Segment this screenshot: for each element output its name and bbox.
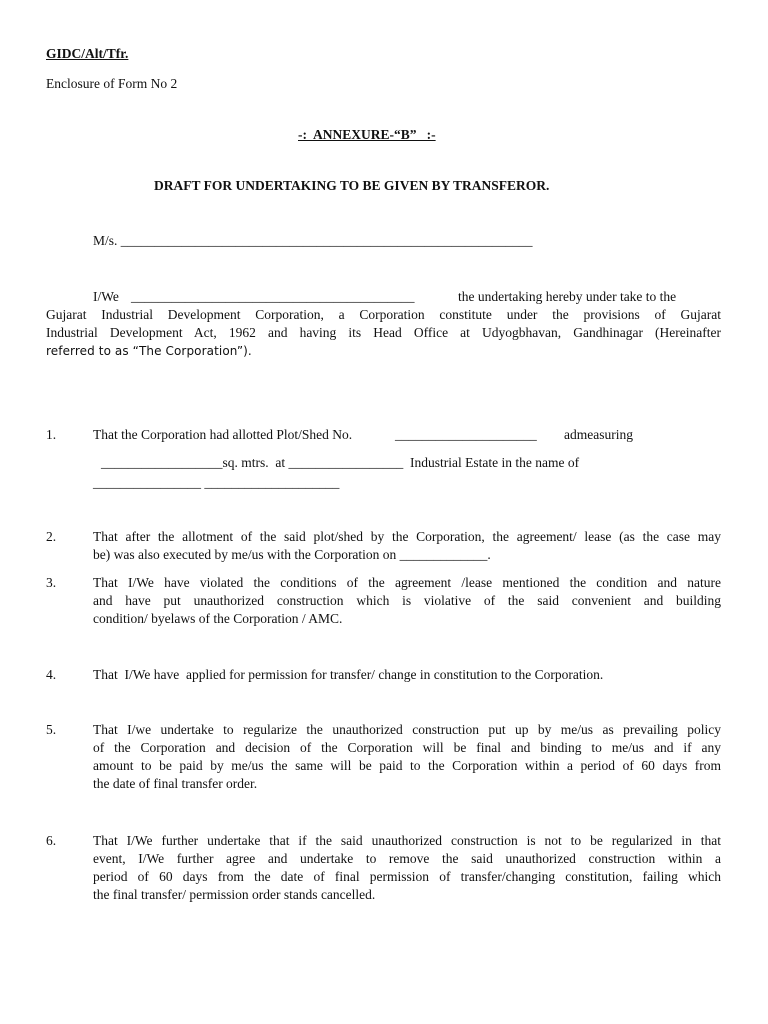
document-heading: DRAFT FOR UNDERTAKING TO BE GIVEN BY TRANSFEROR.: [154, 178, 550, 193]
reference-code: GIDC/Alt/Tfr.: [46, 46, 129, 61]
clause-1-text: That the Corporation had allotted Plot/Shed No.: [93, 427, 353, 442]
clause-1-number: 1.: [46, 427, 57, 442]
clause-2-text: [93, 528, 721, 564]
clause-5-line: That I/we undertake to regularize the unauthorized construction put up by me/us as prevailing policy: [93, 722, 721, 737]
clause-1-plot-blank: _____________________: [395, 427, 537, 442]
clause-5-line: the date of final transfer order.: [93, 776, 258, 791]
clause-6-number: 6.: [46, 833, 57, 848]
clause-6-line: That I/We further undertake that if the said unauthorized construction is not to be regularized in that: [93, 833, 721, 848]
clause-6-text: [93, 832, 721, 904]
clause-4-number: 4.: [46, 667, 57, 682]
clause-5-line: amount to be paid by me/us the same will be paid to the Corporation within a period of 60 days from: [93, 758, 721, 773]
clause-3-line: condition/ byelaws of the Corporation / AMC.: [93, 611, 343, 626]
intro-line1-suffix: the undertaking hereby under take to the: [458, 289, 677, 304]
intro-line-3: Industrial Development Act, 1962 and having its Head Office at Udyogbhavan, Gandhinagar (Hereinafter: [46, 325, 721, 340]
enclosure-label: Enclosure of Form No 2: [46, 76, 178, 91]
clause-3-line: That I/We have violated the conditions of the agreement /lease mentioned the condition and nature: [93, 575, 721, 590]
clause-6-line: period of 60 days from the date of final permission of transfer/changing constitution, failing which: [93, 869, 721, 884]
clause-5-text: [93, 721, 721, 793]
annexure-title: -: ANNEXURE-“B” :-: [298, 127, 436, 142]
clause-5-number: 5.: [46, 722, 57, 737]
clause-3-line: and have put unauthorized construction which is violative of the said convenient and building: [93, 593, 721, 608]
clause-6-line: the final transfer/ permission order stands cancelled.: [93, 887, 376, 902]
clause-2-line: be) was also executed by me/us with the Corporation on _____________.: [93, 547, 491, 562]
clause-1-line-3: ________________ ____________________: [93, 475, 340, 490]
clause-3-number: 3.: [46, 575, 57, 590]
intro-name-blank: __________________________________________: [131, 289, 415, 304]
clause-3-text: [93, 574, 721, 628]
clause-6-line: event, I/We further agree and undertake to remove the said unauthorized construction within a: [93, 851, 721, 866]
clause-1-suffix: admeasuring: [564, 427, 633, 442]
intro-paragraph: [46, 306, 721, 360]
clause-2-number: 2.: [46, 529, 57, 544]
clause-5-line: of the Corporation and decision of the Corporation will be final and binding to me/us and if any: [93, 740, 721, 755]
clause-2-line: That after the allotment of the said plot/shed by the Corporation, the agreement/ lease (as the case may: [93, 529, 721, 544]
intro-prefix: I/We: [93, 289, 119, 304]
clause-1-line-2: __________________sq. mtrs. at _________________ Industrial Estate in the name of: [101, 455, 580, 470]
intro-line-4: referred to as “The Corporation”).: [46, 344, 252, 358]
ms-line: M/s. _____________________________________________________________: [93, 233, 533, 248]
clause-4-text: That I/We have applied for permission for transfer/ change in constitution to the Corporation.: [93, 667, 604, 682]
intro-line-2: Gujarat Industrial Development Corporation, a Corporation constitute under the provisions of Gujarat: [46, 307, 721, 322]
